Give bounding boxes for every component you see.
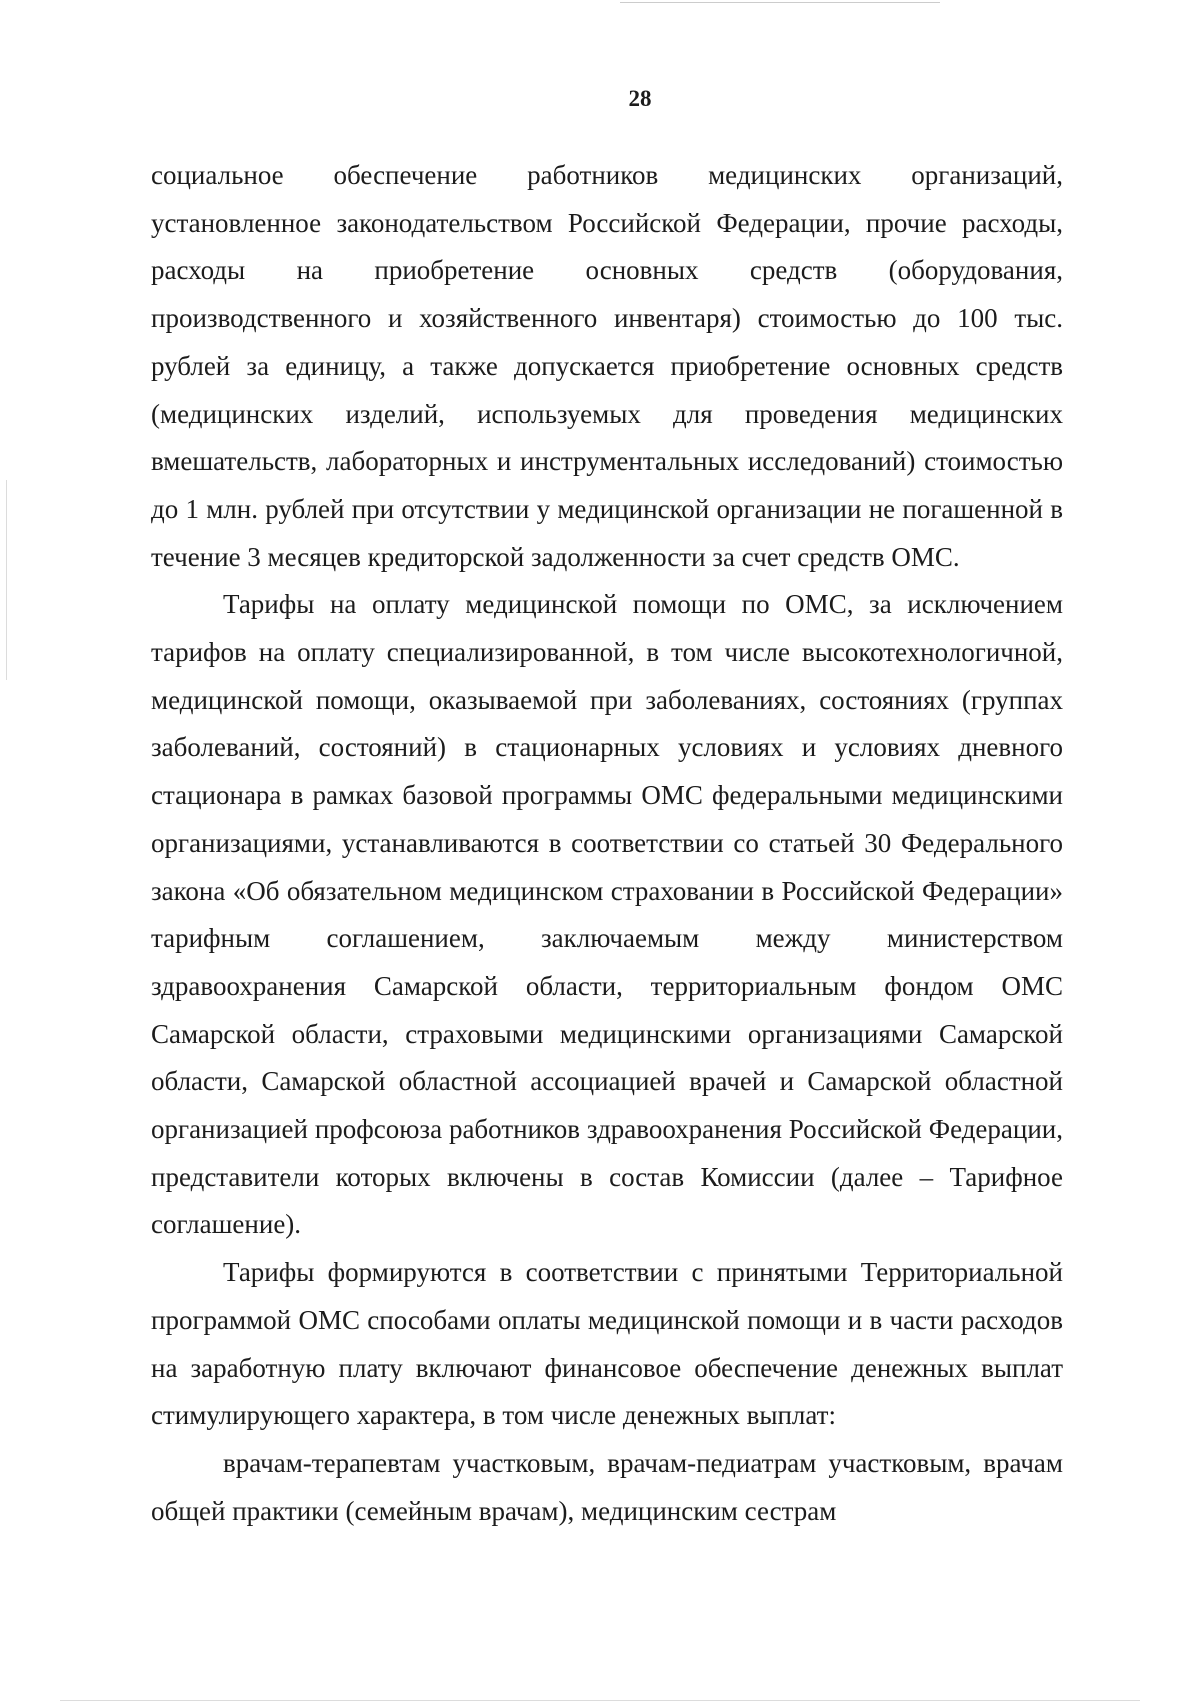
paragraph-tariff-formation: Тарифы формируются в соответствии с принятыми Территориальной программой ОМС способами оплаты медицинской помощи и в части расходов на заработную плату включают финансовое обеспечение денежных выплат стимулирующего характера, в том числе денежных выплат: <box>151 1257 1063 1431</box>
paragraph-continuation: социальное обеспечение работников медицинских организаций, установленное законодательством Российской Федерации, прочие расходы, расходы на приобретение основных средств (оборудования, производственного и хозяйственного инвентаря) стоимостью до 100 тыс. рублей за единицу, а также допускается приобретение основных средств (медицинских изделий, используемых для проведения медицинских вмешательств, лабораторных и инструментальных исследований) стоимостью до 1 млн. рублей при отсутствии у медицинской организации не погашенной в течение 3 месяцев кредиторской задолженности за счет средств ОМС. <box>151 160 1063 572</box>
paragraph-tariffs: Тарифы на оплату медицинской помощи по ОМС, за исключением тарифов на оплату специализированной, в том числе высокотехнологичной, медицинской помощи, оказываемой при заболеваниях, состояниях (группах заболеваний, состояний) в стационарных условиях и условиях дневного стационара в рамках базовой программы ОМС федеральными медицинскими организациями, устанавливаются в соответствии со статьей 30 Федерального закона «Об обязательном медицинском страховании в Российской Федерации» тарифным соглашением, заключаемым между министерством здравоохранения Самарской области, территориальным фондом ОМС Самарской области, страховыми медицинскими организациями Самарской области, Самарской областной ассоциацией врачей и Самарской областной организацией профсоюза работников здравоохранения Российской Федерации, представители которых включены в состав Комиссии (далее – Тарифное соглашение). <box>151 589 1063 1240</box>
scan-artifact-bottom <box>60 1700 1140 1701</box>
page-number: 28 <box>628 86 652 111</box>
document-body <box>151 152 1063 1535</box>
scan-artifact-left <box>6 480 7 680</box>
paragraph-payment-recipients: врачам-терапевтам участковым, врачам-педиатрам участковым, врачам общей практики (семейным врачам), медицинским сестрам <box>151 1447 1063 1526</box>
scan-artifact-top <box>620 2 940 3</box>
